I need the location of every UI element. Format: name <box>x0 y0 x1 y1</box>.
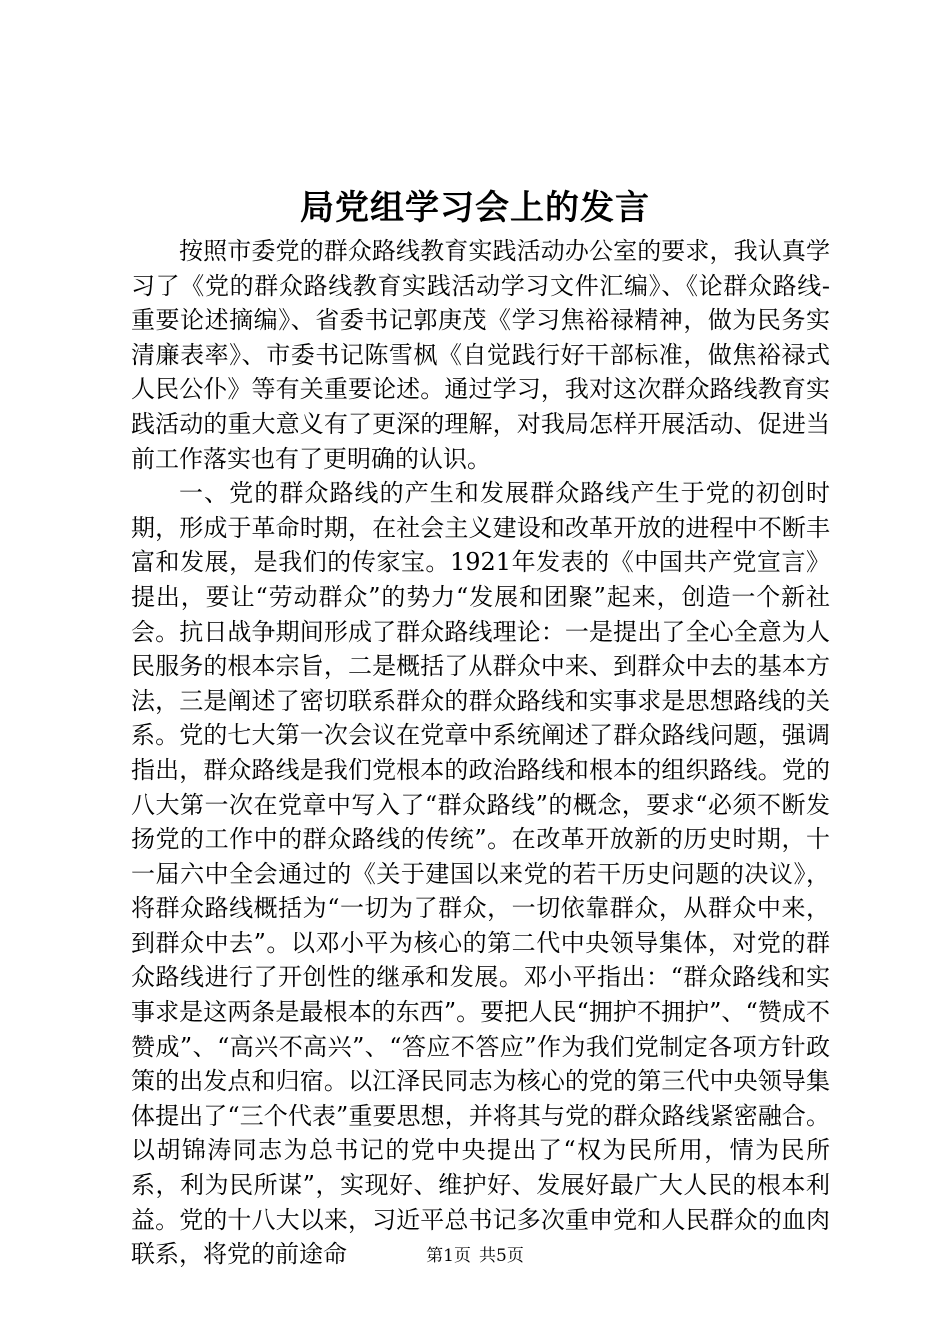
paragraph: 一、党的群众路线的产生和发展群众路线产生于党的初创时期，形成于革命时期，在社会主义建设和改革开放的进程中不断丰富和发展，是我们的传家宝。1921年发表的《中国共产党宣言》提出，要让“劳动群众”的势力“发展和团聚”起来，创造一个新社会。抗日战争期间形成了群众路线理论：一是提出了全心全意为人民服务的根本宗旨，二是概括了从群众中来、到群众中去的基本方法，三是阐述了密切联系群众的群众路线和实事求是思想路线的关系。党的七大第一次会议在党章中系统阐述了群众路线问题，强调指出，群众路线是我们党根本的政治路线和根本的组织路线。党的八大第一次在党章中写入了“群众路线”的概念，要求“必须不断发扬党的工作中的群众路线的传统”。在改革开放新的历史时期，十一届六中全会通过的《关于建国以来党的若干历史问题的决议》，将群众路线概括为“一切为了群众，一切依靠群众，从群众中来，到群众中去”。以邓小平为核心的第二代中央领导集体，对党的群众路线进行了开创性的继承和发展。邓小平指出：“群众路线和实事求是这两条是最根本的东西”。要把人民“拥护不拥护”、“赞成不赞成”、“高兴不高兴”、“答应不答应”作为我们党制定各项方针政策的出发点和归宿。以江泽民同志为核心的党的第三代中央领导集体提出了“三个代表”重要思想，并将其与党的群众路线紧密融合。以胡锦涛同志为总书记的党中央提出了“权为民所用，情为民所系，利为民所谋”，实现好、维护好、发展好最广大人民的根本利益。党的十八大以来，习近平总书记多次重申党和人民群众的血肉联系，将党的前途命 <box>131 479 830 1269</box>
paragraph: 按照市委党的群众路线教育实践活动办公室的要求，我认真学习了《党的群众路线教育实践活动学习文件汇编》、《论群众路线-重要论述摘编》、省委书记郭庚茂《学习焦裕禄精神，做为民务实清廉表率》、市委书记陈雪枫《自觉践行好干部标准，做焦裕禄式人民公仆》等有关重要论述。通过学习，我对这次群众路线教育实践活动的重大意义有了更深的理解，对我局怎样开展活动、促进当前工作落实也有了更明确的认识。 <box>131 237 830 473</box>
document-body <box>131 234 830 1272</box>
page-number: 第1页 <box>426 1246 471 1266</box>
page-footer <box>0 1244 950 1268</box>
document-title: 局党组学习会上的发言 <box>300 188 650 228</box>
page-total: 共5页 <box>479 1246 524 1266</box>
